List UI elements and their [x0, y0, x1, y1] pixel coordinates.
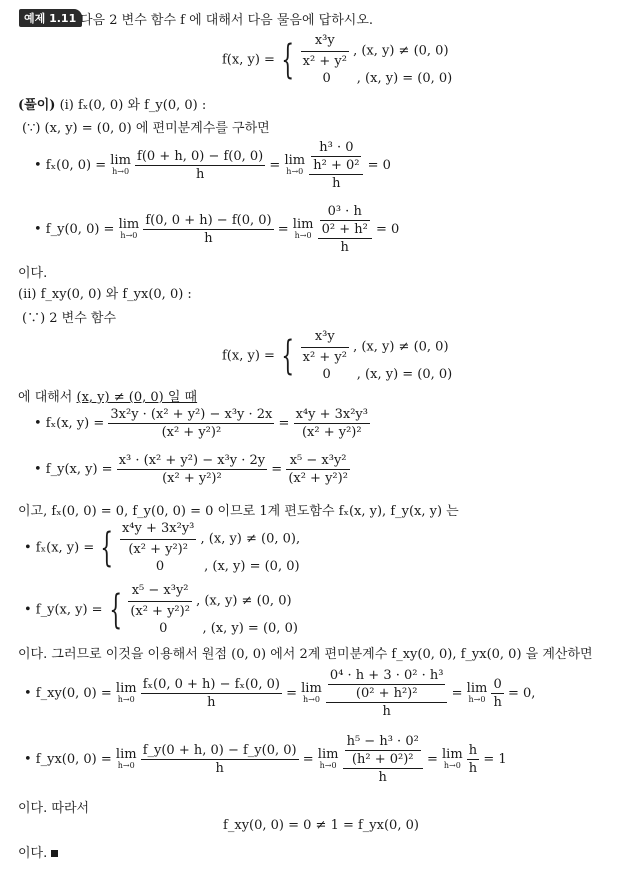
- fxy00-inner-den: (0² + h²)²: [355, 686, 418, 701]
- fy-piece-lhs: • f_y(x, y) =: [24, 602, 103, 618]
- fx00-inner-den: h² + 0²: [313, 158, 360, 173]
- final-result: f_xy(0, 0) = 0 ≠ 1 = f_yx(0, 0): [223, 818, 419, 833]
- ida-3: 이다.: [18, 846, 48, 861]
- fx00-result: = 0: [367, 158, 391, 173]
- fy00-inner-num: 0³ · h: [320, 204, 370, 221]
- fy-lhs: • f_y(x, y) =: [34, 462, 113, 477]
- fy00-num: f(0, 0 + h) − f(0, 0): [145, 213, 272, 228]
- def-condition-2: , (x, y) = (0, 0): [356, 71, 453, 87]
- fyx00-outer-den: h: [378, 770, 387, 785]
- lim-label: lim: [466, 681, 488, 697]
- fxy00-lhs: • f_xy(0, 0) =: [24, 686, 112, 701]
- fy00-lhs: • f_y(0, 0) =: [34, 222, 115, 237]
- fx-xy-equation: [34, 407, 370, 440]
- fy-xy-equation: [34, 453, 350, 486]
- lim-sub: h→0: [286, 167, 304, 177]
- lim-label: lim: [317, 747, 339, 763]
- fyx00-result: = 1: [483, 752, 507, 767]
- lim-sub: h→0: [443, 761, 461, 771]
- fx-num: 3x²y · (x² + y²) − x³y · 2x: [110, 407, 273, 422]
- also-line: 이고, fₓ(0, 0) = 0, f_y(0, 0) = 0 이므로 1계 편도함수 fₓ(x, y), f_y(x, y) 는: [18, 504, 459, 519]
- fy-den-simplified: (x² + y²)²: [288, 471, 348, 486]
- fx-piecewise: • fₓ(x, y) = { $\frac{\text{x⁴y + 3x²y³}}{\text{(x² + y²)²}}$ , (x, y) ≠ (0, 0), 0 , (x, y) = (0, 0): [24, 521, 301, 575]
- fy-piecewise: • f_y(x, y) = { $\frac{\text{x⁵ − x³y²}}{\text{(x² + y²)²}}$ , (x, y) ≠ (0, 0) 0 , (x, y) = (0, 0): [24, 583, 298, 637]
- fy00-den: h: [204, 231, 213, 246]
- lim-label: lim: [292, 217, 314, 233]
- fx00-equation: [34, 140, 391, 191]
- fyx00-equation: [24, 734, 507, 785]
- because-line-2: (∵) 2 변수 함수: [22, 311, 117, 326]
- fyx00-r-den: h: [468, 761, 478, 776]
- fx00-lhs: • fₓ(0, 0) =: [34, 158, 107, 173]
- equals: =: [302, 752, 314, 767]
- fxy00-outer-den: h: [382, 704, 391, 719]
- fx-den: (x² + y²)²: [161, 425, 222, 440]
- fx00-num: f(0 + h, 0) − f(0, 0): [137, 149, 264, 164]
- fx00-den: h: [195, 167, 205, 182]
- equals: =: [451, 686, 463, 701]
- def-zero: 0: [322, 367, 331, 383]
- fx-piece-den: (x² + y²)²: [128, 541, 188, 557]
- fxy00-inner-num: 0⁴ · h + 3 · 0² · h³: [329, 668, 444, 683]
- fyx00-r-num: h: [468, 743, 478, 758]
- fx-piece-cond2: , (x, y) = (0, 0): [204, 559, 300, 575]
- fxy00-r-num: 0: [491, 677, 503, 694]
- equals: =: [278, 416, 290, 431]
- def-condition-1: , (x, y) ≠ (0, 0): [353, 43, 449, 59]
- ida-1: 이다.: [18, 266, 48, 281]
- fx00-outer-den: h: [332, 176, 341, 191]
- fx-num-simplified: x⁴y + 3x²y³: [295, 407, 368, 422]
- lim-sub: h→0: [319, 761, 337, 771]
- part-ii-heading: (ii) f_xy(0, 0) 와 f_yx(0, 0) :: [18, 287, 192, 302]
- def-denominator: x² + y²: [302, 349, 347, 365]
- equals: =: [271, 462, 283, 477]
- fx-piece-tail: ,: [296, 531, 301, 547]
- fyx00-lhs: • f_yx(0, 0) =: [24, 752, 112, 767]
- function-definition: f(x, y) = { $\frac{\text{x³y}}{\text{x² + y²}}$ , (x, y) ≠ (0, 0) 0 , (x, y) = (0, 0): [222, 33, 453, 87]
- equals: =: [277, 222, 289, 237]
- fy-piece-cond2: , (x, y) = (0, 0): [202, 621, 298, 637]
- therefore-line: 이다. 그러므로 이것을 이용해서 원점 (0, 0) 에서 2계 편미분계수 f_xy(0, 0), f_yx(0, 0) 을 계산하면: [18, 647, 593, 662]
- lim-sub: h→0: [468, 695, 486, 705]
- lim-label: lim: [110, 153, 131, 169]
- lim-sub: h→0: [117, 761, 135, 771]
- lim-label: lim: [442, 747, 463, 763]
- because-line-1: (∵) (x, y) = (0, 0) 에 편미분계수를 구하면: [22, 121, 270, 136]
- lim-sub: h→0: [302, 695, 320, 705]
- def-lhs: f(x, y) =: [222, 52, 275, 68]
- fy-piece-den: (x² + y²)²: [130, 603, 190, 619]
- fy00-result: = 0: [375, 222, 400, 237]
- lim-label: lim: [115, 747, 137, 763]
- lim-sub: h→0: [112, 167, 130, 177]
- def-lhs: f(x, y) =: [222, 348, 275, 364]
- equals: =: [269, 158, 281, 173]
- fxy00-r-den: h: [493, 695, 502, 710]
- fxy00-den: h: [207, 695, 216, 710]
- fyx00-den: h: [215, 761, 224, 776]
- def-condition-1: , (x, y) ≠ (0, 0): [353, 339, 449, 355]
- fx-piece-num: x⁴y + 3x²y³: [120, 520, 196, 540]
- def-numerator: x³y: [301, 328, 349, 348]
- fy-piece-num: x⁵ − x³y²: [128, 582, 192, 602]
- def-numerator: x³y: [301, 32, 349, 52]
- fy-piece-cond1: , (x, y) ≠ (0, 0): [196, 593, 292, 609]
- lim-sub: h→0: [294, 231, 312, 241]
- lim-label: lim: [301, 681, 322, 697]
- end-of-proof-icon: [51, 850, 58, 857]
- fx-piece-cond1: , (x, y) ≠ (0, 0): [200, 531, 296, 547]
- example-badge: 예제 1.11: [19, 9, 82, 27]
- def-zero: 0: [322, 71, 331, 87]
- ida-2: 이다. 따라서: [18, 801, 90, 816]
- lim-label: lim: [284, 153, 306, 169]
- fy-num-simplified: x⁵ − x³y²: [286, 453, 350, 470]
- part-i-heading: (i) fₓ(0, 0) 와 f_y(0, 0) :: [59, 98, 207, 113]
- fxy00-num: fₓ(0, 0 + h) − fₓ(0, 0): [142, 677, 280, 692]
- fy-den: (x² + y²)²: [162, 471, 222, 486]
- fy00-equation: [34, 204, 399, 255]
- fyx00-inner-num: h⁵ − h³ · 0²: [346, 734, 419, 749]
- lim-label: lim: [115, 681, 137, 697]
- when-line: [18, 386, 197, 405]
- fx-piece-zero: 0: [155, 559, 165, 575]
- fyx00-num: f_y(0 + h, 0) − f_y(0, 0): [142, 743, 297, 758]
- lim-sub: h→0: [120, 231, 138, 241]
- fyx00-inner-den: (h² + 0²)²: [351, 752, 414, 767]
- ida-3-line: [18, 842, 58, 861]
- fy-piece-zero: 0: [159, 621, 168, 637]
- fy00-outer-den: h: [340, 240, 349, 255]
- function-definition-repeat: f(x, y) = { $\frac{\text{x³y}}{\text{x² + y²}}$ , (x, y) ≠ (0, 0) 0 , (x, y) = (0, 0): [222, 329, 453, 383]
- when-condition: (x, y) ≠ (0, 0) 일 때: [76, 390, 198, 405]
- lim-label: lim: [118, 217, 140, 233]
- fx-piece-lhs: • fₓ(x, y) =: [24, 540, 95, 556]
- solution-label: (풀이): [18, 98, 56, 113]
- fxy00-equation: [24, 668, 535, 719]
- def-denominator: x² + y²: [302, 53, 347, 69]
- def-condition-2: , (x, y) = (0, 0): [356, 367, 453, 383]
- equals: =: [426, 752, 438, 767]
- when-prefix: 에 대해서: [18, 390, 73, 405]
- fy00-inner-den: 0² + h²: [321, 222, 368, 237]
- fx00-inner-num: h³ · 0: [311, 140, 361, 157]
- fx-lhs: • fₓ(x, y) =: [34, 416, 105, 431]
- equals: =: [286, 686, 297, 701]
- problem-statement: 다음 2 변수 함수 f 에 대해서 다음 물음에 답하시오.: [80, 13, 374, 28]
- lim-sub: h→0: [117, 695, 135, 705]
- fxy00-result: = 0,: [507, 686, 536, 701]
- solution-intro: [18, 94, 206, 113]
- fx-den-simplified: (x² + y²)²: [301, 425, 362, 440]
- fy-num: x³ · (x² + y²) − x³y · 2y: [118, 453, 266, 468]
